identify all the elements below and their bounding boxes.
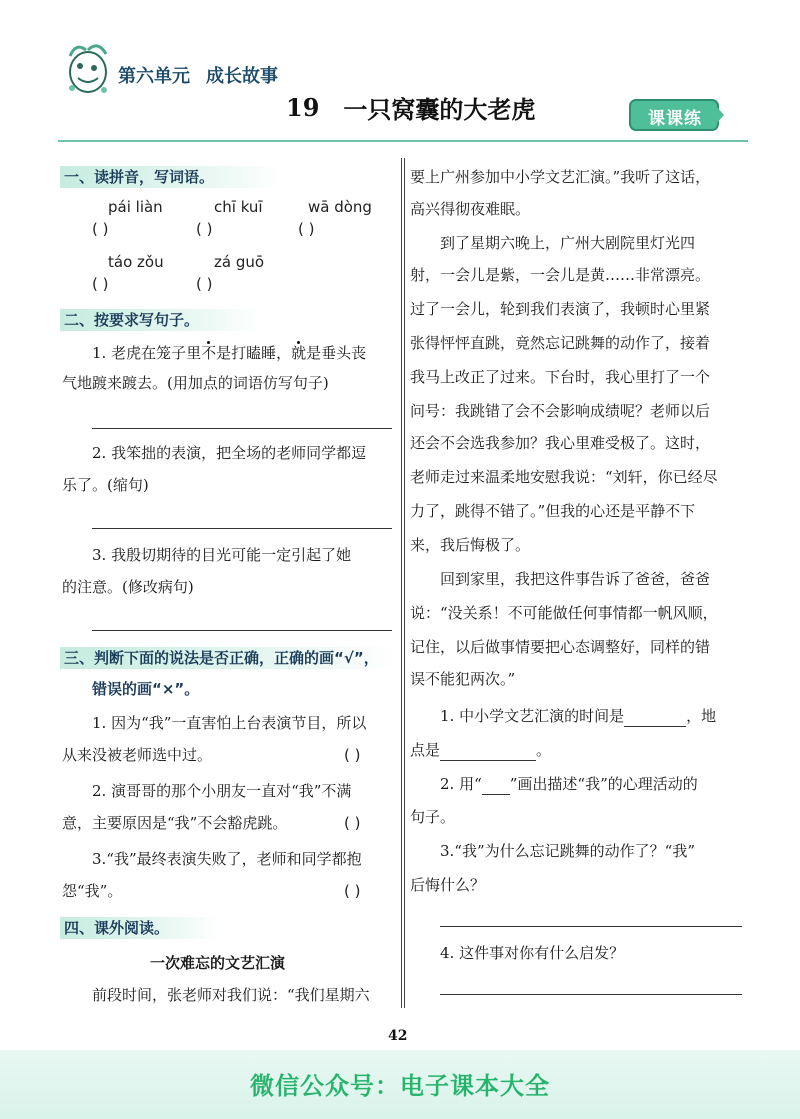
answer-box-5[interactable]: ( ) [196,275,213,293]
story-line: 射，一会儿是紫，一会儿是黄……非常漂亮。 [410,266,711,284]
answer-line[interactable] [92,428,392,429]
dotted-char: 不 [201,344,217,362]
pinyin-5: zá guō [214,253,265,271]
text-fragment: 是打瞌睡， [216,344,292,362]
story-line: 误不能犯两次。” [410,670,516,688]
story-line: 来，我后悔极了。 [410,536,531,554]
story-line: 力了，跳得不错了。”但我的心还是平静不下 [410,502,696,520]
story-line: 说：“没关系！不可能做任何事情都一帆风顺， [410,604,718,622]
answer-box-4[interactable]: ( ) [92,275,109,293]
text-fragment: 是垂头丧 [306,344,367,362]
story-line: 我马上改正了过来。下台时，我心里打了一个 [410,368,711,386]
judge-box-3[interactable]: ( ) [344,882,361,900]
lesson-title [286,90,535,125]
judge-box-2[interactable]: ( ) [344,814,361,832]
s3-q1-line2: 从来没被老师选中过。 [62,746,213,764]
answer-line[interactable] [92,528,392,529]
page-number: 42 [388,1028,408,1044]
section-heading-3-cont: 错误的画“×”。 [92,680,200,698]
pinyin-1: pái liàn [108,198,163,216]
r-q1-line1 [440,704,716,727]
text-fragment: ”画出描述“我”的心理活动的 [509,775,698,793]
answer-line[interactable] [440,926,742,927]
unit-title: 成长故事 [206,66,278,87]
story-line: 回到家里，我把这件事告诉了爸爸，爸爸 [440,570,711,588]
story-line: 前段时间，张老师对我们说：“我们星期六 [92,986,370,1004]
answer-line[interactable] [92,630,392,631]
s2-q3-line2: 的注意。(修改病句) [62,578,194,596]
blank-place[interactable] [440,738,536,761]
dotted-char: 就 [291,344,307,362]
text-fragment: ，地 [686,707,717,725]
s3-q3-line1: 3.“我”最终表演失败了，老师和同学都抱 [92,850,362,868]
s2-q2-line1: 2. 我笨拙的表演，把全场的老师同学都逗 [92,444,367,462]
story-line: 记住，以后做事情要把心态调整好，同样的错 [410,638,711,656]
story-line: 还会不会选我参加？我心里难受极了。这时， [410,434,711,452]
text-fragment: 1. 老虎在笼子里 [92,344,202,362]
r-q3-line1: 3.“我”为什么忘记跳舞的动作了？“我” [440,842,695,860]
s2-q1-line2: 气地踱来踱去。(用加点的词语仿写句子) [62,374,329,392]
r-q1-line2 [410,738,551,761]
section-heading-3: 三、判断下面的说法是否正确，正确的画“√”， [60,647,396,669]
s3-q3-line2: 怨“我”。 [62,882,123,900]
dotted-word [291,344,306,362]
blank-time[interactable] [624,704,686,727]
text-fragment: 2. 用“ [440,775,482,793]
judge-box-1[interactable]: ( ) [344,746,361,764]
section-heading-4: 四、课外阅读。 [60,917,220,939]
answer-line[interactable] [440,994,742,995]
lesson-number: 19 [286,93,320,122]
r-q2-line2: 句子。 [410,808,456,826]
s3-q2-line2: 意，主要原因是“我”不会豁虎跳。 [62,814,288,832]
s2-q3-line1: 3. 我殷切期待的目光可能一定引起了她 [92,546,352,564]
text-fragment: 。 [536,741,552,759]
answer-box-1[interactable]: ( ) [92,220,109,238]
badge-label: 课课练 [648,109,702,129]
column-divider [401,158,405,1008]
story-line: 张得怦怦直跳，竟然忘记跳舞的动作了，接着 [410,334,711,352]
dotted-word [201,344,216,362]
pinyin-2: chī kuī [214,198,263,216]
mascot-icon [58,38,118,98]
story-line: 高兴得彻夜难眠。 [410,200,531,218]
r-q3-line2: 后悔什么？ [410,876,486,894]
s3-q1-line1: 1. 因为“我”一直害怕上台表演节目，所以 [92,714,367,732]
unit-name: 第六单元 [118,66,190,87]
lesson-name: 一只窝囊的大老虎 [343,95,536,124]
section-heading-1: 一、读拼音，写词语。 [60,166,280,188]
story-line: 到了星期六晚上，广州大剧院里灯光四 [440,234,696,252]
s3-q2-line1: 2. 演哥哥的那个小朋友一直对“我”不满 [92,782,352,800]
pinyin-4: táo zǒu [108,253,164,271]
watermark: 微信公众号：电子课本大全 [250,1072,550,1100]
pinyin-3: wā dòng [308,198,372,216]
answer-box-3[interactable]: ( ) [298,220,315,238]
unit-header [58,38,318,98]
s2-q1-line1 [92,342,366,364]
answer-box-2[interactable]: ( ) [196,220,213,238]
story-line: 过了一会儿，轮到我们表演了，我顿时心里紧 [410,300,711,318]
story-line: 问号：我跳错了会不会影响成绩呢？老师以后 [410,402,711,420]
story-line: 要上广州参加中小学文艺汇演。”我听了这话， [410,168,711,186]
text-fragment: 点是 [410,741,441,759]
section-heading-2: 二、按要求写句子。 [60,309,260,331]
r-q2-line1 [440,772,698,795]
header-rule [58,140,748,142]
story-line: 老师走过来温柔地安慰我说：“刘轩，你已经尽 [410,468,718,486]
story-title: 一次难忘的文艺汇演 [150,954,286,972]
s2-q2-line2: 乐了。(缩句) [62,476,149,494]
r-q4: 4. 这件事对你有什么启发？ [440,944,625,962]
underline-sample [482,772,510,795]
text-fragment: 1. 中小学文艺汇演的时间是 [440,707,625,725]
